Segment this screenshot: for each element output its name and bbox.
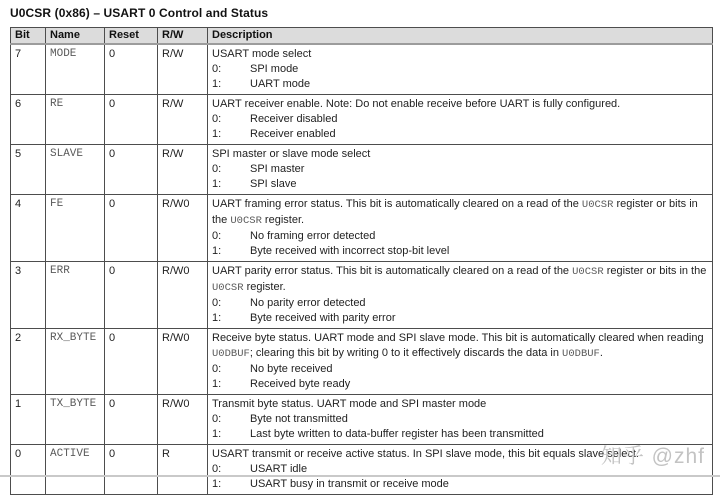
description-cell bbox=[208, 44, 713, 95]
bit-cell: 7 bbox=[11, 44, 46, 95]
bit-cell: 1 bbox=[11, 395, 46, 445]
register-table bbox=[10, 27, 713, 495]
name-cell: ACTIVE bbox=[46, 445, 105, 495]
table-row bbox=[11, 395, 713, 445]
bit-cell: 3 bbox=[11, 262, 46, 329]
column-header-description: Description bbox=[208, 28, 713, 45]
bit-value-number: 1: bbox=[212, 128, 222, 140]
bit-value-number: 0: bbox=[212, 63, 222, 75]
description-cell bbox=[208, 145, 713, 195]
name-cell: RE bbox=[46, 95, 105, 145]
reset-cell: 0 bbox=[105, 395, 158, 445]
bit-value-line bbox=[212, 296, 708, 311]
bit-value-line bbox=[212, 362, 708, 377]
bit-value-line bbox=[212, 177, 708, 192]
bit-value-meaning: Receiver enabled bbox=[250, 128, 336, 140]
description-cell bbox=[208, 395, 713, 445]
bit-value-number: 1: bbox=[212, 312, 222, 324]
bit-value-number: 0: bbox=[212, 163, 222, 175]
name-cell: ERR bbox=[46, 262, 105, 329]
description-cell bbox=[208, 445, 713, 495]
name-cell: RX_BYTE bbox=[46, 329, 105, 395]
reset-cell: 0 bbox=[105, 145, 158, 195]
bit-description bbox=[212, 147, 708, 162]
bit-value-number: 0: bbox=[212, 113, 222, 125]
reset-cell: 0 bbox=[105, 262, 158, 329]
bit-cell: 2 bbox=[11, 329, 46, 395]
description-text: register or bits in the bbox=[212, 198, 698, 226]
bit-cell: 6 bbox=[11, 95, 46, 145]
description-text: Receive byte status. UART mode and SPI slave mode. This bit is automatically cleared when reading bbox=[212, 332, 704, 344]
register-table-body bbox=[11, 44, 713, 495]
page-title: U0CSR (0x86) – USART 0 Control and Status bbox=[10, 6, 269, 20]
bit-value-number: 1: bbox=[212, 178, 222, 190]
page-bottom-edge bbox=[0, 475, 720, 477]
bit-value-line bbox=[212, 311, 708, 326]
bit-value-meaning: No framing error detected bbox=[250, 230, 376, 242]
bit-description bbox=[212, 197, 708, 229]
table-header-row bbox=[11, 28, 713, 45]
table-row bbox=[11, 445, 713, 495]
bit-value-meaning: Last byte written to data-buffer register has been transmitted bbox=[250, 428, 544, 440]
bit-value-meaning: SPI master bbox=[250, 163, 305, 175]
description-text: SPI master or slave mode select bbox=[212, 148, 371, 160]
reset-cell: 0 bbox=[105, 195, 158, 262]
rw-cell: R/W0 bbox=[158, 195, 208, 262]
register-name-ref: U0DBUF bbox=[562, 348, 600, 360]
bit-description bbox=[212, 447, 708, 462]
reset-cell: 0 bbox=[105, 95, 158, 145]
bit-value-number: 1: bbox=[212, 478, 222, 490]
register-name-ref: U0CSR bbox=[230, 215, 262, 227]
bit-description bbox=[212, 397, 708, 412]
bit-value-meaning: Byte received with parity error bbox=[250, 312, 396, 324]
rw-cell: R/W bbox=[158, 95, 208, 145]
column-header-rw: R/W bbox=[158, 28, 208, 45]
bit-value-number: 1: bbox=[212, 78, 222, 90]
column-header-name: Name bbox=[46, 28, 105, 45]
bit-value-line bbox=[212, 162, 708, 177]
bit-value-line bbox=[212, 412, 708, 427]
reset-cell: 0 bbox=[105, 329, 158, 395]
bit-description bbox=[212, 97, 708, 112]
bit-value-meaning: Byte not transmitted bbox=[250, 413, 348, 425]
description-text: USART mode select bbox=[212, 48, 312, 60]
rw-cell: R/W0 bbox=[158, 262, 208, 329]
bit-value-number: 1: bbox=[212, 378, 222, 390]
bit-value-number: 0: bbox=[212, 413, 222, 425]
register-name-ref: U0CSR bbox=[212, 282, 244, 294]
column-header-reset: Reset bbox=[105, 28, 158, 45]
bit-value-line bbox=[212, 427, 708, 442]
name-cell: MODE bbox=[46, 44, 105, 95]
bit-value-line bbox=[212, 127, 708, 142]
description-text: register or bits in the bbox=[603, 265, 707, 277]
bit-value-meaning: SPI mode bbox=[250, 63, 299, 75]
rw-cell: R/W0 bbox=[158, 329, 208, 395]
register-name-ref: U0CSR bbox=[581, 199, 614, 211]
description-text: UART framing error status. This bit is automatically cleared on a read of the bbox=[212, 198, 582, 210]
bit-value-number: 0: bbox=[212, 363, 222, 375]
description-text: UART receiver enable. Note: Do not enable receive before UART is fully configured. bbox=[212, 98, 621, 110]
description-cell bbox=[208, 95, 713, 145]
bit-cell: 4 bbox=[11, 195, 46, 262]
bit-value-meaning: UART mode bbox=[250, 78, 311, 90]
register-name-ref: U0DBUF bbox=[212, 348, 250, 360]
bit-description bbox=[212, 264, 708, 296]
table-row bbox=[11, 44, 713, 95]
description-text: UART parity error status. This bit is automatically cleared on a read of the bbox=[212, 265, 573, 277]
description-cell bbox=[208, 329, 713, 395]
description-text: Transmit byte status. UART mode and SPI master mode bbox=[212, 398, 487, 410]
table-row bbox=[11, 195, 713, 262]
bit-value-meaning: SPI slave bbox=[250, 178, 297, 190]
bit-value-number: 1: bbox=[212, 428, 222, 440]
reset-cell: 0 bbox=[105, 44, 158, 95]
bit-value-line bbox=[212, 377, 708, 392]
bit-value-meaning: Receiver disabled bbox=[250, 113, 338, 125]
bit-value-number: 0: bbox=[212, 463, 222, 475]
bit-value-line bbox=[212, 244, 708, 259]
rw-cell: R bbox=[158, 445, 208, 495]
bit-value-meaning: USART idle bbox=[250, 463, 308, 475]
bit-value-line bbox=[212, 112, 708, 127]
table-row bbox=[11, 145, 713, 195]
name-cell: FE bbox=[46, 195, 105, 262]
description-cell bbox=[208, 262, 713, 329]
bit-value-number: 1: bbox=[212, 245, 222, 257]
bit-cell: 5 bbox=[11, 145, 46, 195]
rw-cell: R/W bbox=[158, 44, 208, 95]
bit-description bbox=[212, 47, 708, 62]
bit-value-meaning: Byte received with incorrect stop-bit level bbox=[250, 245, 450, 257]
description-text: register. bbox=[243, 281, 286, 293]
description-text: USART transmit or receive active status. In SPI slave mode, this bit equals slave select. bbox=[212, 448, 639, 460]
description-cell bbox=[208, 195, 713, 262]
bit-value-line bbox=[212, 229, 708, 244]
bit-description bbox=[212, 331, 708, 362]
column-header-bit: Bit bbox=[11, 28, 46, 45]
bit-cell: 0 bbox=[11, 445, 46, 495]
watermark: 知乎 @zhf bbox=[600, 445, 705, 468]
register-name-ref: U0CSR bbox=[572, 266, 604, 278]
table-row bbox=[11, 262, 713, 329]
table-row bbox=[11, 95, 713, 145]
description-text: ; clearing this bit by writing 0 to it effectively discards the data in bbox=[249, 347, 563, 359]
description-text: . bbox=[599, 347, 603, 359]
name-cell: SLAVE bbox=[46, 145, 105, 195]
name-cell: TX_BYTE bbox=[46, 395, 105, 445]
bit-value-line bbox=[212, 62, 708, 77]
bit-value-number: 0: bbox=[212, 230, 222, 242]
bit-value-meaning: No byte received bbox=[250, 363, 333, 375]
table-row bbox=[11, 329, 713, 395]
bit-value-meaning: No parity error detected bbox=[250, 297, 366, 309]
reset-cell: 0 bbox=[105, 445, 158, 495]
rw-cell: R/W bbox=[158, 145, 208, 195]
description-text: register. bbox=[261, 214, 305, 226]
bit-value-line bbox=[212, 477, 708, 492]
bit-value-line bbox=[212, 77, 708, 92]
bit-value-meaning: USART busy in transmit or receive mode bbox=[250, 478, 449, 490]
rw-cell: R/W0 bbox=[158, 395, 208, 445]
bit-value-meaning: Received byte ready bbox=[250, 378, 351, 390]
bit-value-number: 0: bbox=[212, 297, 222, 309]
